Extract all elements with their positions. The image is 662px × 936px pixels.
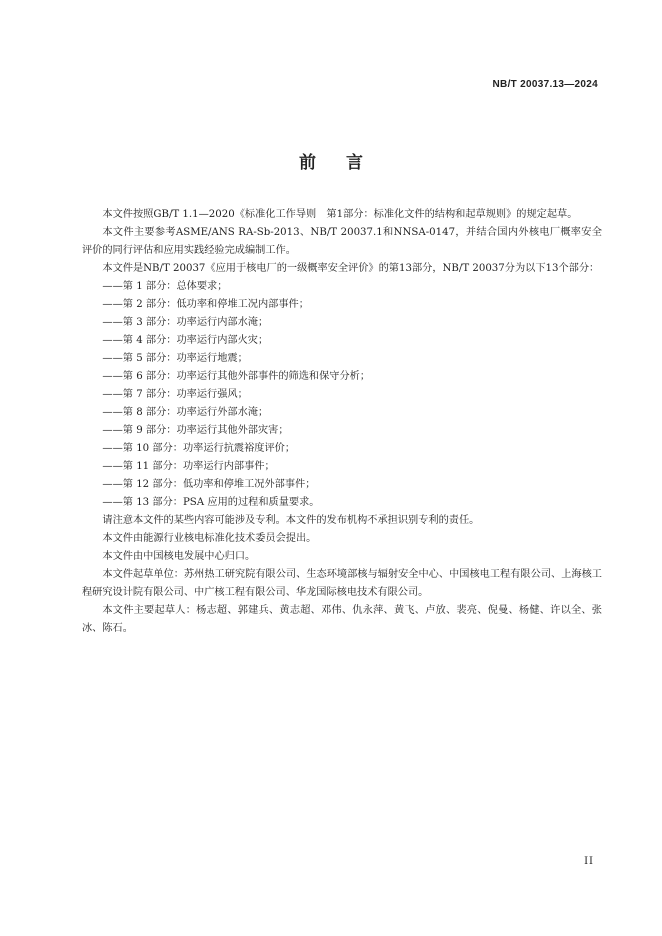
- list-item: ——第 10 部分：功率运行抗震裕度评价；: [102, 443, 296, 454]
- paragraph-series-intro: 本文件是NB/T 20037《应用于核电厂的一级概率安全评价》的第13部分，NB/T 20037分为以下13个部分：: [102, 263, 600, 274]
- foreword-body: [82, 206, 602, 638]
- paragraph-administrator: 本文件由中国核电发展中心归口。: [102, 551, 256, 562]
- list-item: ——第 1 部分：总体要求；: [102, 281, 228, 292]
- list-item: ——第 6 部分：功率运行其他外部事件的筛选和保守分析；: [102, 371, 371, 382]
- list-item: ——第 7 部分：功率运行强风；: [102, 389, 248, 400]
- list-item: ——第 13 部分：PSA 应用的过程和质量要求。: [102, 497, 320, 508]
- list-item: ——第 11 部分：功率运行内部事件；: [102, 461, 275, 472]
- paragraph-drafting-rules: 本文件按照GB/T 1.1—2020《标准化工作导则 第1部分：标准化文件的结构和起草规则》的规定起草。: [102, 209, 578, 220]
- list-item: ——第 12 部分：低功率和停堆工况外部事件；: [102, 479, 316, 490]
- list-item: ——第 4 部分：功率运行内部火灾；: [102, 335, 269, 346]
- paragraph-proposer: 本文件由能源行业核电标准化技术委员会提出。: [102, 533, 317, 544]
- list-item: ——第 3 部分：功率运行内部水淹；: [102, 317, 269, 328]
- list-item: ——第 8 部分：功率运行外部水淹；: [102, 407, 269, 418]
- parts-list: [82, 278, 602, 512]
- standard-code: NB/T 20037.13—2024: [492, 79, 598, 90]
- page-title: 前言: [299, 153, 393, 173]
- list-item: ——第 2 部分：低功率和停堆工况内部事件；: [102, 299, 309, 310]
- paragraph-references: 本文件主要参考ASME/ANS RA-Sb-2013、NB/T 20037.1和NNSA-0147，并结合国内外核电厂概率安全评价的同行评估和应用实践经验完成编制工作。: [82, 227, 602, 256]
- paragraph-drafters: 本文件主要起草人：杨志超、郭建兵、黄志超、邓伟、仇永萍、黄飞、卢放、裴亮、倪曼、杨健、许以全、张冰、陈石。: [82, 605, 602, 634]
- list-item: ——第 5 部分：功率运行地震；: [102, 353, 248, 364]
- list-item: ——第 9 部分：功率运行其他外部灾害；: [102, 425, 289, 436]
- page-number: II: [584, 856, 594, 867]
- paragraph-patent-notice: 请注意本文件的某些内容可能涉及专利。本文件的发布机构不承担识别专利的责任。: [102, 515, 480, 526]
- paragraph-drafting-units: 本文件起草单位：苏州热工研究院有限公司、生态环境部核与辐射安全中心、中国核电工程有限公司、上海核工程研究设计院有限公司、中广核工程有限公司、华龙国际核电技术有限公司。: [82, 569, 602, 598]
